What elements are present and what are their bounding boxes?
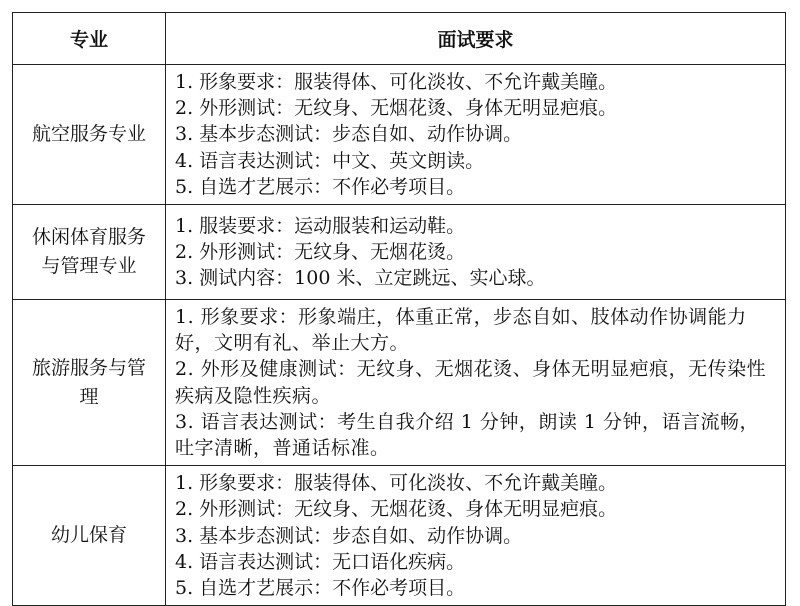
table-row <box>13 300 786 466</box>
requirement-item: 1. 形象要求：服装得体、可化淡妆、不允许戴美瞳。 <box>175 71 618 93</box>
major-name: 幼儿保育 <box>50 524 127 547</box>
header-requirements: 面试要求 <box>166 13 786 65</box>
table-row <box>13 205 786 300</box>
requirements-cell <box>166 466 786 606</box>
major-name: 休闲体育服务与管理专业 <box>31 226 146 278</box>
major-cell <box>13 205 166 300</box>
requirement-item: 2. 外形测试：无纹身、无烟花烫、身体无明显疤痕。 <box>175 97 618 120</box>
requirement-item: 3. 测试内容：100 米、立定跳远、实心球。 <box>175 267 546 290</box>
major-cell <box>13 466 166 606</box>
requirement-item: 3. 基本步态测试：步态自如、动作协调。 <box>175 123 523 146</box>
table-header-row <box>13 13 786 65</box>
requirement-item: 3. 语言表达测试：考生自我介绍 1 分钟，朗读 1 分钟，语言流畅，吐字清晰，普通话标准。 <box>175 410 760 460</box>
requirement-item: 2. 外形及健康测试：无纹身、无烟花烫、身体无明显疤痕，无传染性疾病及隐性疾病。 <box>175 358 767 407</box>
requirement-item: 2. 外形测试：无纹身、无烟花烫。 <box>175 240 466 263</box>
requirement-item: 2. 外形测试：无纹身、无烟花烫、身体无明显疤痕。 <box>175 498 618 521</box>
requirement-item: 4. 语言表达测试：中文、英文朗读。 <box>175 149 485 172</box>
requirement-item: 5. 自选才艺展示：不作必考项目。 <box>175 175 466 198</box>
requirement-item: 1. 服装要求：运动服装和运动鞋。 <box>175 214 466 237</box>
requirement-item: 4. 语言表达测试：无口语化疾病。 <box>175 550 466 573</box>
requirements-cell <box>166 65 786 205</box>
table-row <box>13 466 786 606</box>
major-name: 航空服务专业 <box>31 123 146 145</box>
interview-requirements-table <box>12 12 786 606</box>
major-name: 旅游服务与管理 <box>31 356 146 408</box>
requirement-item: 1. 形象要求：服装得体、可化淡妆、不允许戴美瞳。 <box>175 472 618 495</box>
header-major: 专业 <box>13 13 166 65</box>
major-cell <box>13 65 166 205</box>
major-cell <box>13 300 166 466</box>
requirements-cell <box>166 205 786 300</box>
table-row <box>13 65 786 205</box>
requirement-item: 5. 自选才艺展示：不作必考项目。 <box>175 577 466 600</box>
requirements-cell <box>166 300 786 466</box>
requirement-item: 3. 基本步态测试：步态自如、动作协调。 <box>175 524 523 547</box>
requirement-item: 1. 形象要求：形象端庄，体重正常，步态自如、肢体动作协调能力好，文明有礼、举止大方。 <box>175 306 747 355</box>
